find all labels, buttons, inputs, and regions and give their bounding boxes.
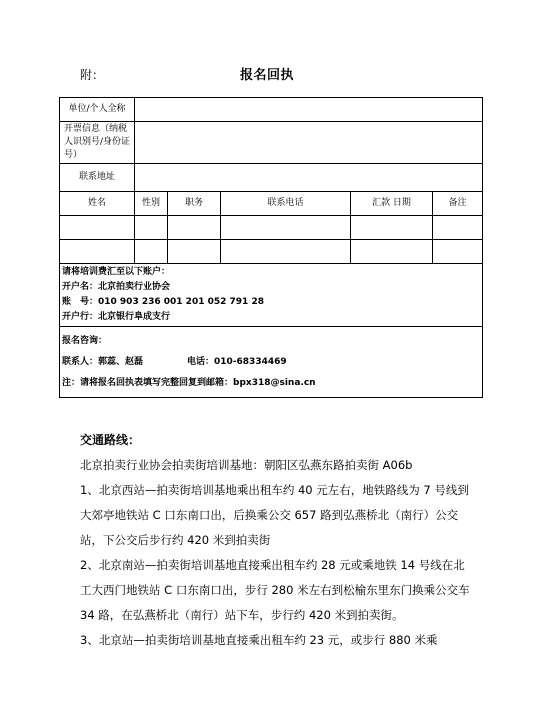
table-cell[interactable]	[60, 216, 135, 240]
payment-info-cell	[60, 264, 483, 327]
unit-name-field[interactable]	[135, 98, 483, 122]
contact-persons: 联系人：郭蕊、赵磊	[62, 356, 144, 367]
registration-form-table	[59, 97, 483, 398]
account-number: 账 号：010 903 236 001 201 052 791 28	[62, 297, 264, 307]
consult-info-cell	[60, 327, 483, 398]
invoice-info-label: 开票信息（纳税人识别号/身份证号）	[60, 122, 135, 164]
table-cell[interactable]	[433, 216, 483, 240]
table-cell[interactable]	[168, 240, 221, 264]
table-row	[60, 216, 483, 240]
table-cell[interactable]	[168, 216, 221, 240]
account-name: 开户名：北京拍卖行业协会	[62, 282, 171, 292]
route-item-3: 3、北京站—拍卖街培训基地直接乘出租车约 23 元，或步行 880 米乘	[80, 633, 438, 647]
column-header-remit-date: 汇款 日期	[351, 192, 433, 216]
table-cell[interactable]	[221, 240, 351, 264]
table-cell[interactable]	[351, 216, 433, 240]
contact-phone: 电话：010-68334469	[187, 356, 287, 367]
address-field[interactable]	[135, 164, 483, 192]
route-title: 交通路线：	[80, 433, 141, 447]
bank-name: 开户行：北京银行阜成支行	[62, 312, 171, 322]
table-cell[interactable]	[221, 216, 351, 240]
column-header-position: 职务	[168, 192, 221, 216]
contact-line	[62, 355, 480, 370]
email-note: 注：请将报名回执表填写完整回复到邮箱：bpx318@sina.cn	[62, 377, 316, 388]
column-header-phone: 联系电话	[221, 192, 351, 216]
page-title: 报名回执	[240, 68, 295, 83]
payment-intro: 请将培训费汇至以下账户：	[62, 267, 171, 277]
table-cell[interactable]	[351, 240, 433, 264]
table-row	[60, 240, 483, 264]
consult-heading: 报名咨询：	[62, 335, 108, 346]
address-label: 联系地址	[60, 164, 135, 192]
column-header-name: 姓名	[60, 192, 135, 216]
table-cell[interactable]	[433, 240, 483, 264]
attachment-label: 附：	[80, 68, 105, 82]
route-item-2: 2、北京南站—拍卖街培训基地直接乘出租车约 28 元或乘地铁 14 号线在北工大西门地铁站 C 口东南口出，步行 280 米左右到松榆东里东门换乘公交车 34 路，在弘燕桥北（南行）站下车，步行约 420 米到拍卖街。	[80, 558, 470, 622]
invoice-info-field[interactable]	[135, 122, 483, 164]
route-item-1: 1、北京西站—拍卖街培训基地乘出租车约 40 元左右，地铁路线为 7 号线到大郊亭地铁站 C 口东南口出，后换乘公交 657 路到弘燕桥北（南行）公交站，下公交后步行约 420 米到拍卖街	[80, 483, 469, 547]
route-section	[80, 428, 470, 653]
column-header-gender: 性别	[135, 192, 168, 216]
table-cell[interactable]	[60, 240, 135, 264]
unit-name-label: 单位/个人全称	[60, 98, 135, 122]
route-base-address: 北京拍卖行业协会拍卖街培训基地：朝阳区弘燕东路拍卖街 A06b	[80, 458, 413, 472]
table-cell[interactable]	[135, 216, 168, 240]
column-header-remarks: 备注	[433, 192, 483, 216]
table-cell[interactable]	[135, 240, 168, 264]
